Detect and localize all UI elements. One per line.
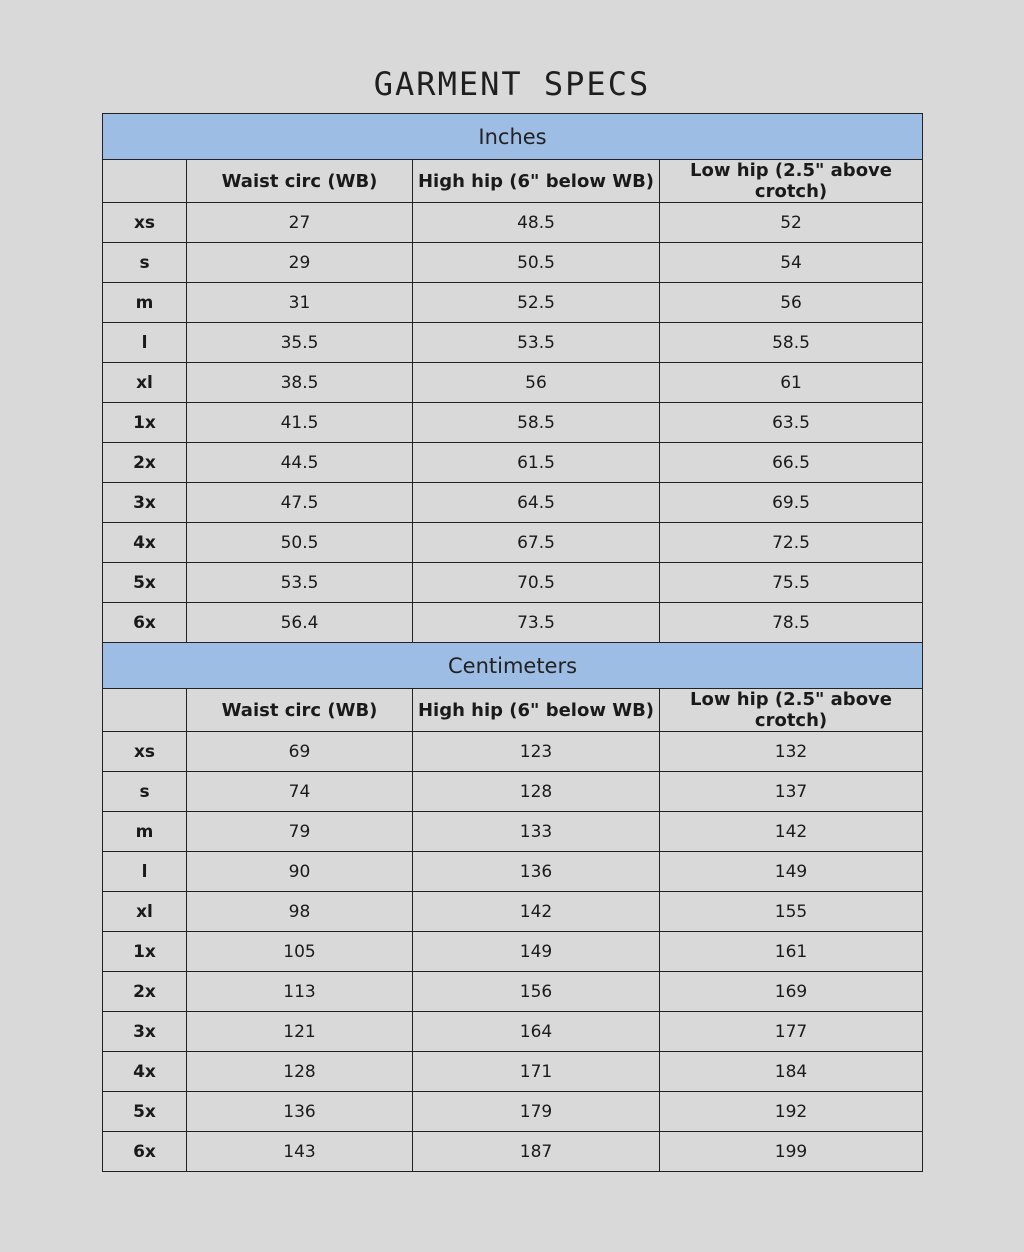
measurement-cell: 47.5 (187, 483, 413, 523)
section-header (103, 643, 923, 689)
measurement-cell: 56 (660, 283, 923, 323)
table-row (103, 243, 923, 283)
size-label: m (103, 283, 187, 323)
measurement-cell: 177 (660, 1012, 923, 1052)
measurement-cell: 187 (413, 1132, 660, 1172)
size-label: 3x (103, 483, 187, 523)
garment-specs-table (102, 113, 923, 1172)
column-header (103, 689, 187, 732)
table-row (103, 563, 923, 603)
measurement-cell: 67.5 (413, 523, 660, 563)
measurement-cell: 161 (660, 932, 923, 972)
measurement-cell: 98 (187, 892, 413, 932)
table-row (103, 403, 923, 443)
size-label: 4x (103, 1052, 187, 1092)
measurement-cell: 105 (187, 932, 413, 972)
column-header: Low hip (2.5" above crotch) (660, 689, 923, 732)
table-row (103, 852, 923, 892)
measurement-cell: 52.5 (413, 283, 660, 323)
measurement-cell: 132 (660, 732, 923, 772)
column-header (103, 160, 187, 203)
table-row (103, 1052, 923, 1092)
measurement-cell: 56.4 (187, 603, 413, 643)
column-header: Low hip (2.5" above crotch) (660, 160, 923, 203)
measurement-cell: 70.5 (413, 563, 660, 603)
table-row (103, 203, 923, 243)
table-row (103, 812, 923, 852)
measurement-cell: 54 (660, 243, 923, 283)
table-row (103, 323, 923, 363)
size-label: 6x (103, 1132, 187, 1172)
size-label: 3x (103, 1012, 187, 1052)
measurement-cell: 29 (187, 243, 413, 283)
table-row (103, 732, 923, 772)
size-label: xl (103, 892, 187, 932)
table-row (103, 892, 923, 932)
measurement-cell: 27 (187, 203, 413, 243)
column-header: Waist circ (WB) (187, 689, 413, 732)
measurement-cell: 142 (413, 892, 660, 932)
section-header (103, 114, 923, 160)
measurement-cell: 143 (187, 1132, 413, 1172)
measurement-cell: 74 (187, 772, 413, 812)
measurement-cell: 199 (660, 1132, 923, 1172)
table-row (103, 483, 923, 523)
size-label: m (103, 812, 187, 852)
measurement-cell: 136 (187, 1092, 413, 1132)
table-row (103, 1132, 923, 1172)
measurement-cell: 184 (660, 1052, 923, 1092)
measurement-cell: 90 (187, 852, 413, 892)
measurement-cell: 50.5 (413, 243, 660, 283)
size-label: l (103, 323, 187, 363)
measurement-cell: 48.5 (413, 203, 660, 243)
size-label: 4x (103, 523, 187, 563)
size-label: 5x (103, 563, 187, 603)
measurement-cell: 58.5 (413, 403, 660, 443)
size-label: xs (103, 732, 187, 772)
measurement-cell: 50.5 (187, 523, 413, 563)
size-label: xl (103, 363, 187, 403)
measurement-cell: 72.5 (660, 523, 923, 563)
measurement-cell: 192 (660, 1092, 923, 1132)
table-row (103, 972, 923, 1012)
measurement-cell: 41.5 (187, 403, 413, 443)
measurement-cell: 156 (413, 972, 660, 1012)
measurement-cell: 149 (660, 852, 923, 892)
measurement-cell: 171 (413, 1052, 660, 1092)
measurement-cell: 35.5 (187, 323, 413, 363)
measurement-cell: 128 (187, 1052, 413, 1092)
measurement-cell: 58.5 (660, 323, 923, 363)
measurement-cell: 31 (187, 283, 413, 323)
table-row (103, 283, 923, 323)
size-label: s (103, 772, 187, 812)
table-row (103, 603, 923, 643)
measurement-cell: 149 (413, 932, 660, 972)
column-header-row (103, 689, 923, 732)
size-label: 1x (103, 932, 187, 972)
measurement-cell: 121 (187, 1012, 413, 1052)
measurement-cell: 133 (413, 812, 660, 852)
measurement-cell: 53.5 (413, 323, 660, 363)
column-header: High hip (6" below WB) (413, 689, 660, 732)
measurement-cell: 169 (660, 972, 923, 1012)
table-row (103, 1012, 923, 1052)
measurement-cell: 179 (413, 1092, 660, 1132)
table-row (103, 443, 923, 483)
measurement-cell: 136 (413, 852, 660, 892)
size-label: xs (103, 203, 187, 243)
measurement-cell: 66.5 (660, 443, 923, 483)
measurement-cell: 75.5 (660, 563, 923, 603)
measurement-cell: 53.5 (187, 563, 413, 603)
measurement-cell: 113 (187, 972, 413, 1012)
measurement-cell: 69 (187, 732, 413, 772)
table-row (103, 523, 923, 563)
measurement-cell: 61 (660, 363, 923, 403)
section-title: Centimeters (103, 643, 923, 689)
measurement-cell: 44.5 (187, 443, 413, 483)
table-row (103, 772, 923, 812)
size-label: 1x (103, 403, 187, 443)
measurement-cell: 164 (413, 1012, 660, 1052)
measurement-cell: 123 (413, 732, 660, 772)
size-label: s (103, 243, 187, 283)
measurement-cell: 69.5 (660, 483, 923, 523)
measurement-cell: 142 (660, 812, 923, 852)
measurement-cell: 64.5 (413, 483, 660, 523)
column-header-row (103, 160, 923, 203)
measurement-cell: 63.5 (660, 403, 923, 443)
measurement-cell: 128 (413, 772, 660, 812)
measurement-cell: 56 (413, 363, 660, 403)
measurement-cell: 73.5 (413, 603, 660, 643)
size-label: 5x (103, 1092, 187, 1132)
table-row (103, 932, 923, 972)
size-label: 2x (103, 972, 187, 1012)
table-row (103, 363, 923, 403)
measurement-cell: 155 (660, 892, 923, 932)
measurement-cell: 137 (660, 772, 923, 812)
column-header: Waist circ (WB) (187, 160, 413, 203)
size-label: l (103, 852, 187, 892)
table-row (103, 1092, 923, 1132)
measurement-cell: 61.5 (413, 443, 660, 483)
column-header: High hip (6" below WB) (413, 160, 660, 203)
measurement-cell: 52 (660, 203, 923, 243)
section-title: Inches (103, 114, 923, 160)
size-label: 2x (103, 443, 187, 483)
page-title: GARMENT SPECS (373, 65, 651, 103)
size-label: 6x (103, 603, 187, 643)
measurement-cell: 79 (187, 812, 413, 852)
measurement-cell: 78.5 (660, 603, 923, 643)
measurement-cell: 38.5 (187, 363, 413, 403)
